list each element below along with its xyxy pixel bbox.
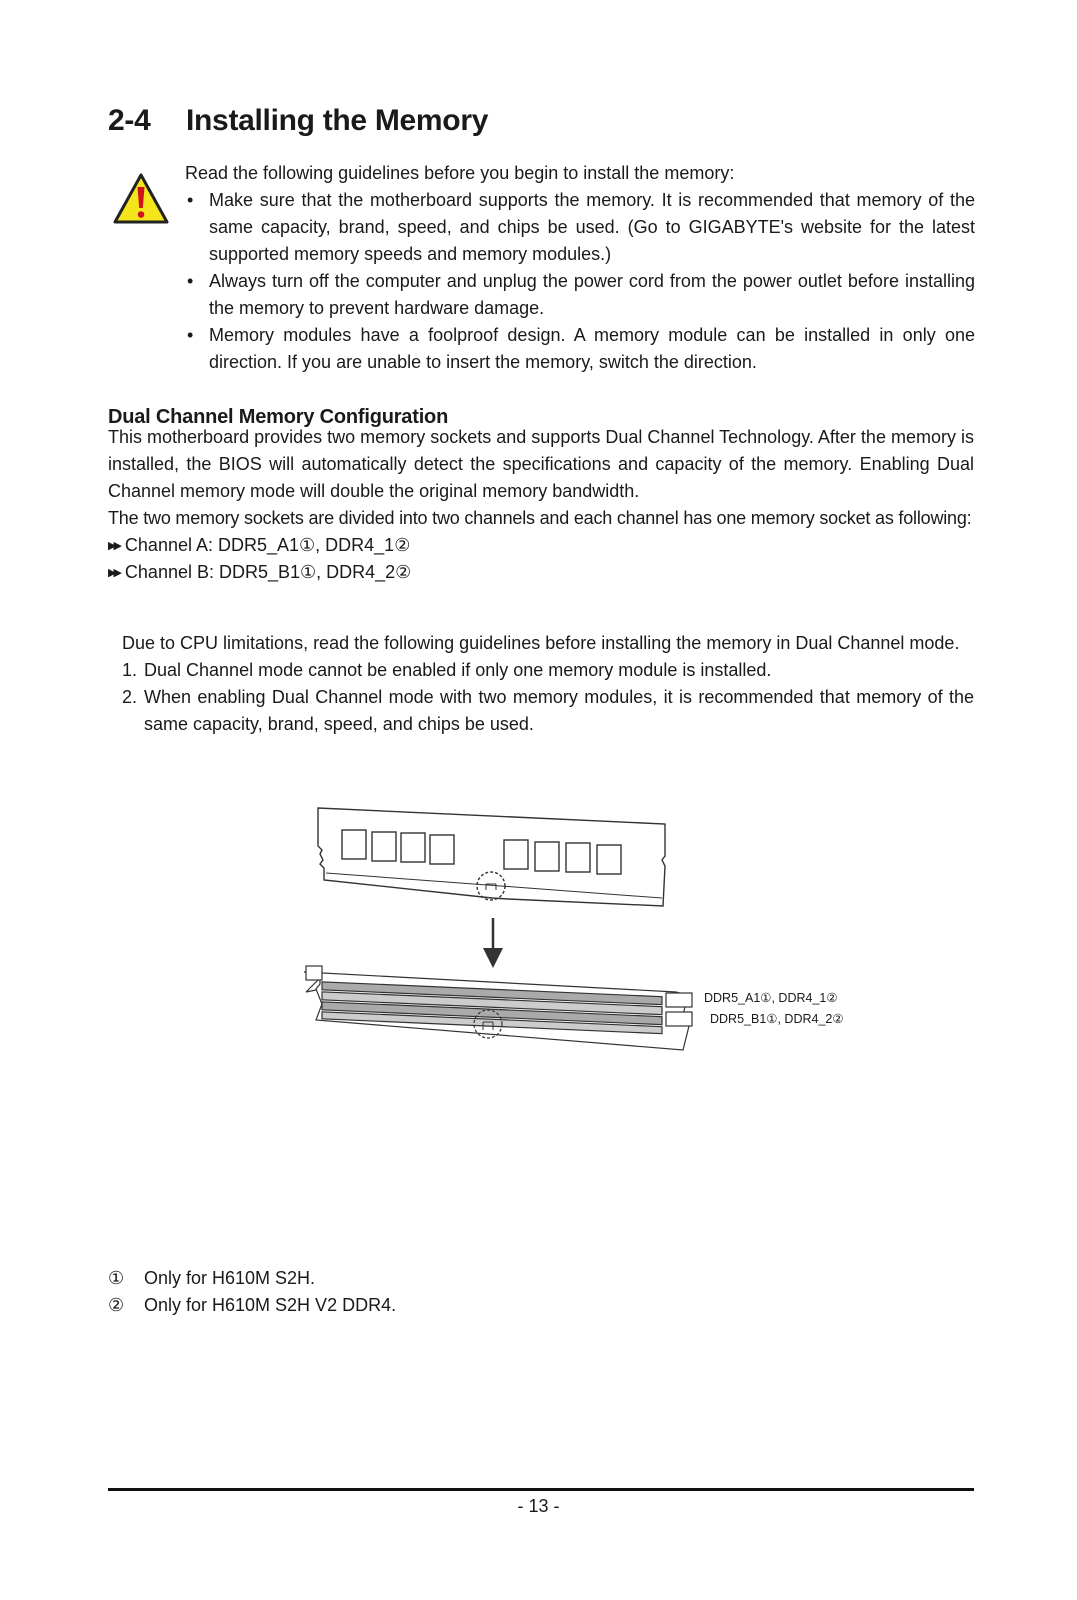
slot-label-b1: DDR5_B1①, DDR4_2② [710,1012,844,1026]
double-arrow-icon: ▶▶ [108,540,119,552]
footnote-1: ① Only for H610M S2H. [108,1268,316,1288]
cpu-note-item: 2. When enabling Dual Channel mode with two memory modules, it is recommended that memory of the same capacity, brand, speed, and chips be used. [122,687,974,734]
channel-b-item [108,559,411,587]
channel-b-text: Channel B: DDR5_B1①, DDR4_2② [124,562,412,582]
footnote-2: ② Only for H610M S2H V2 DDR4. [108,1295,397,1315]
cpu-note-list [122,657,974,738]
section-title [108,104,488,138]
dimm-slots [304,966,692,1050]
warning-bullet: • Memory modules have a foolproof design. A memory module can be installed in only one direction. If you are unable to insert the memory, switch the direction. [185,322,975,376]
channel-a-item [108,532,410,560]
section-number: 2-4 [108,104,151,137]
insert-arrow-icon [483,918,503,968]
dual-channel-paragraph: This motherboard provides two memory sockets and supports Dual Channel Technology. After the memory is installed, the BIOS will automatically detect the specifications and capacity of the memory. Enabling Dual Channel memory mode will double the original memory bandwidth. [108,427,974,501]
cpu-note-item: 1. Dual Channel mode cannot be enabled if only one memory module is installed. [122,660,772,680]
cpu-note-intro: Due to CPU limitations, read the following guidelines before installing the memory in Dual Channel mode. [122,633,960,653]
warning-bullet: • Make sure that the motherboard supports the memory. It is recommended that memory of the same capacity, brand, speed, and chips be used. (Go to GIGABYTE's website for the latest supported memory speeds and memory modules.) [185,187,975,268]
dual-channel-heading: Dual Channel Memory Configuration [108,406,449,428]
memory-module [318,808,665,906]
memory-install-diagram [280,800,860,1080]
slot-label-a1: DDR5_A1①, DDR4_1② [704,991,838,1005]
channel-a-text: Channel A: DDR5_A1①, DDR4_1② [124,535,411,555]
warning-intro: Read the following guidelines before you begin to install the memory: [185,163,735,183]
warning-bullet: • Always turn off the computer and unplug the power cord from the power outlet before installing the memory to prevent hardware damage. [185,268,975,322]
socket-division-paragraph: The two memory sockets are divided into two channels and each channel has one memory socket as following: [108,508,972,528]
footer-rule [108,1488,974,1491]
page-number: - 13 - [517,1496,560,1516]
section-title-text: Installing the Memory [186,104,489,137]
warning-bullets [185,187,975,376]
double-arrow-icon: ▶▶ [108,567,119,579]
warning-triangle-icon [112,172,170,226]
